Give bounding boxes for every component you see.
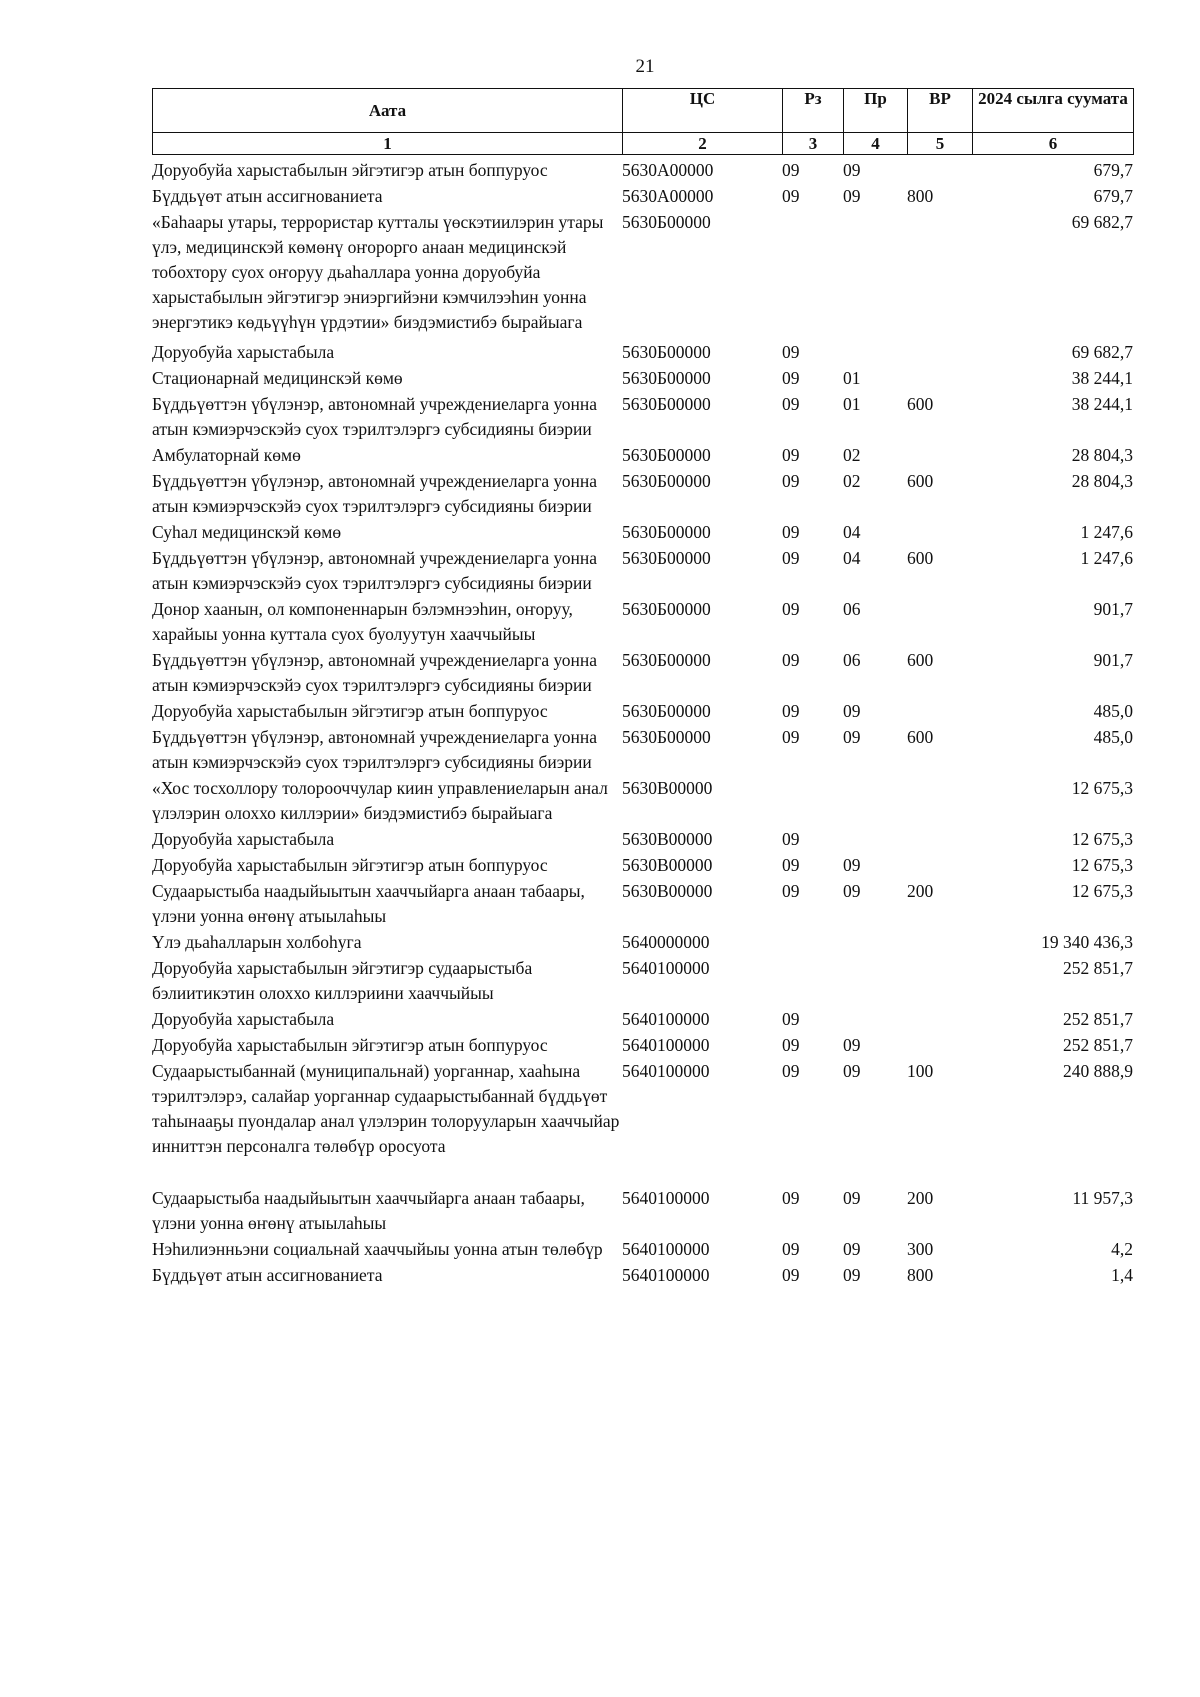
table-row — [152, 366, 1133, 392]
cell-vr — [907, 956, 972, 1007]
cell-amount: 252 851,7 — [1063, 1009, 1133, 1029]
header-num-2: 2 — [623, 133, 783, 155]
cell-pr: 09 — [843, 855, 861, 875]
cell-amount: 11 957,3 — [1072, 1188, 1133, 1208]
cell-pr: 09 — [843, 1265, 861, 1285]
cell-name: Бүддьүөттэн үбүлэнэр, автономнай учреждениеларга уонна атын кэмиэрчэскэйэ суох тэрилтэлэргэ субсидияны биэрии — [152, 727, 598, 772]
header-cs: ЦС — [623, 89, 783, 133]
budget-table-header — [152, 88, 1134, 155]
cell-amount: 38 244,1 — [1071, 368, 1133, 388]
cell-rz: 09 — [782, 522, 800, 542]
header-name: Аата — [153, 89, 623, 133]
cell-vr — [907, 1007, 972, 1033]
cell-rz: 09 — [782, 855, 800, 875]
cell-pr — [843, 340, 907, 366]
cell-name: Доруобуйа харыстабылын эйгэтигэр атын боппуруос — [152, 855, 548, 875]
table-row — [152, 879, 1133, 930]
cell-amount: 69 682,7 — [1071, 212, 1133, 232]
cell-cs: 5640100000 — [622, 1239, 710, 1259]
cell-pr: 09 — [843, 1061, 861, 1081]
cell-amount: 12 675,3 — [1071, 778, 1133, 798]
cell-vr — [907, 210, 972, 340]
cell-cs: 5630В00000 — [622, 829, 713, 849]
table-row — [152, 1263, 1133, 1289]
cell-amount: 1 247,6 — [1080, 548, 1133, 568]
cell-amount: 4,2 — [1111, 1239, 1133, 1259]
cell-amount: 12 675,3 — [1071, 829, 1133, 849]
cell-name: Үлэ дьаһалларын холбоһуга — [152, 932, 362, 952]
cell-cs: 5640100000 — [622, 1265, 710, 1285]
cell-name: Амбулаторнай көмө — [152, 445, 301, 465]
cell-vr: 600 — [907, 548, 934, 568]
cell-cs: 5640100000 — [622, 1188, 710, 1208]
cell-rz: 09 — [782, 548, 800, 568]
cell-cs: 5640100000 — [622, 1035, 710, 1055]
cell-cs: 5630А00000 — [622, 186, 714, 206]
header-num-4: 4 — [844, 133, 908, 155]
cell-vr: 100 — [907, 1061, 934, 1081]
cell-rz: 09 — [782, 599, 800, 619]
cell-name: Стационарнай медицинскэй көмө — [152, 368, 403, 388]
cell-cs: 5630В00000 — [622, 881, 713, 901]
cell-name: Доруобуйа харыстабылын эйгэтигэр судаарыстыба бэлиитикэтин олоххо киллэриини хааччыйыы — [152, 958, 533, 1003]
cell-pr: 01 — [843, 394, 861, 414]
table-row — [152, 597, 1133, 648]
cell-cs: 5630Б00000 — [622, 471, 711, 491]
cell-vr: 200 — [907, 881, 934, 901]
cell-amount: 1,4 — [1111, 1265, 1133, 1285]
cell-pr — [843, 956, 907, 1007]
header-vr: ВР — [908, 89, 973, 133]
cell-rz: 09 — [782, 1188, 800, 1208]
cell-amount: 12 675,3 — [1071, 881, 1133, 901]
cell-pr — [843, 210, 907, 340]
cell-amount: 679,7 — [1093, 186, 1133, 206]
cell-cs: 5630Б00000 — [622, 342, 711, 362]
table-row — [152, 956, 1133, 1007]
cell-name: «Баһаары утары, террористар кутталы үөскэтиилэрин утары үлэ, медицинскэй көмөнү оҥорорго анаан медицинскэй тобохтору суох оҥоруу дьаһаллара уонна доруобуйа харыстабылын эйгэтигэр эниэргийэни кэмчилээһин уонна энергэтикэ көдьүүһүн үрдэтии» биэдэмистибэ бырайыага — [152, 212, 604, 332]
cell-rz: 09 — [782, 650, 800, 670]
cell-pr: 09 — [843, 1188, 861, 1208]
cell-amount: 19 340 436,3 — [1041, 932, 1133, 952]
cell-pr: 09 — [843, 1035, 861, 1055]
table-row — [152, 1059, 1133, 1186]
cell-rz: 09 — [782, 368, 800, 388]
cell-vr: 800 — [907, 1265, 934, 1285]
cell-cs: 5630Б00000 — [622, 522, 711, 542]
cell-cs: 5630Б00000 — [622, 394, 711, 414]
cell-name: Судаарыстыба наадыйыытын хааччыйарга анаан табаары, үлэни уонна өҥөнү атыылаһыы — [152, 1188, 585, 1233]
cell-vr — [907, 776, 972, 827]
cell-pr: 01 — [843, 368, 861, 388]
page-number: 21 — [635, 56, 655, 77]
cell-vr — [907, 340, 972, 366]
cell-cs: 5630Б00000 — [622, 368, 711, 388]
cell-pr: 06 — [843, 650, 861, 670]
cell-rz: 09 — [782, 471, 800, 491]
cell-name: Бүддьүөттэн үбүлэнэр, автономнай учреждениеларга уонна атын кэмиэрчэскэйэ суох тэрилтэлэргэ субсидияны биэрии — [152, 650, 598, 695]
cell-cs: 5630Б00000 — [622, 445, 711, 465]
cell-name: Доруобуйа харыстабылын эйгэтигэр атын боппуруос — [152, 160, 548, 180]
cell-pr: 09 — [843, 160, 861, 180]
cell-vr — [907, 520, 972, 546]
table-row — [152, 469, 1133, 520]
cell-rz: 09 — [782, 1061, 800, 1081]
table-row — [152, 699, 1133, 725]
cell-name: Судаарыстыбаннай (муниципальнай) уорганнар, хааһына тэрилтэлэрэ, салайар уорганнар судаарыстыбаннай бүддьүөт таһынааҕы пуондалар анал үлэлэрин толорууларын хааччыйар инниттэн персоналга төлөбүр оросуота — [152, 1061, 620, 1156]
cell-vr: 600 — [907, 650, 934, 670]
cell-name: Бүддьүөттэн үбүлэнэр, автономнай учреждениеларга уонна атын кэмиэрчэскэйэ суох тэрилтэлэргэ субсидияны биэрии — [152, 548, 598, 593]
cell-rz: 09 — [782, 445, 800, 465]
cell-name: Нэһилиэнньэни социальнай хааччыйыы уонна атын төлөбүр — [152, 1239, 603, 1259]
cell-rz: 09 — [782, 701, 800, 721]
cell-cs: 5630Б00000 — [622, 599, 711, 619]
cell-rz: 09 — [782, 829, 800, 849]
table-row — [152, 930, 1133, 956]
cell-pr: 02 — [843, 471, 861, 491]
cell-amount: 901,7 — [1093, 650, 1133, 670]
table-row — [152, 1237, 1133, 1263]
table-row — [152, 340, 1133, 366]
cell-pr: 06 — [843, 599, 861, 619]
cell-cs: 5630Б00000 — [622, 701, 711, 721]
cell-pr: 09 — [843, 1239, 861, 1259]
cell-name: Суһал медицинскэй көмө — [152, 522, 342, 542]
cell-rz: 09 — [782, 1009, 800, 1029]
cell-name: Бүддьүөттэн үбүлэнэр, автономнай учреждениеларга уонна атын кэмиэрчэскэйэ суох тэрилтэлэргэ субсидияны биэрии — [152, 394, 598, 439]
table-row — [152, 725, 1133, 776]
cell-pr — [843, 776, 907, 827]
cell-amount: 901,7 — [1093, 599, 1133, 619]
cell-vr: 600 — [907, 471, 934, 491]
cell-cs: 5630В00000 — [622, 855, 713, 875]
table-row — [152, 776, 1133, 827]
header-pr: Пр — [844, 89, 908, 133]
cell-pr: 04 — [843, 548, 861, 568]
header-rz: Рз — [783, 89, 844, 133]
cell-pr — [843, 1007, 907, 1033]
table-row — [152, 827, 1133, 853]
cell-vr — [907, 158, 972, 184]
table-row — [152, 1186, 1133, 1237]
header-num-1: 1 — [153, 133, 623, 155]
cell-rz: 09 — [782, 160, 800, 180]
table-row — [152, 392, 1133, 443]
cell-rz: 09 — [782, 186, 800, 206]
cell-pr — [843, 827, 907, 853]
cell-pr: 04 — [843, 522, 861, 542]
cell-amount: 38 244,1 — [1071, 394, 1133, 414]
table-row — [152, 520, 1133, 546]
cell-name: Доруобуйа харыстабылын эйгэтигэр атын боппуруос — [152, 701, 548, 721]
cell-vr — [907, 930, 972, 956]
cell-cs: 5640000000 — [622, 932, 710, 952]
cell-vr — [907, 1033, 972, 1059]
cell-pr: 09 — [843, 186, 861, 206]
cell-vr: 600 — [907, 727, 934, 747]
table-row — [152, 648, 1133, 699]
cell-amount: 69 682,7 — [1071, 342, 1133, 362]
cell-cs: 5640100000 — [622, 958, 710, 978]
cell-pr: 09 — [843, 701, 861, 721]
table-row — [152, 443, 1133, 469]
cell-name: Бүддьүөттэн үбүлэнэр, автономнай учреждениеларга уонна атын кэмиэрчэскэйэ суох тэрилтэлэргэ субсидияны биэрии — [152, 471, 598, 516]
cell-vr — [907, 827, 972, 853]
cell-name: Доруобуйа харыстабыла — [152, 829, 335, 849]
cell-rz: 09 — [782, 394, 800, 414]
cell-pr: 09 — [843, 727, 861, 747]
cell-name: Судаарыстыба наадыйыытын хааччыйарга анаан табаары, үлэни уонна өҥөнү атыылаһыы — [152, 881, 585, 926]
header-num-6: 6 — [973, 133, 1134, 155]
cell-vr — [907, 443, 972, 469]
cell-vr — [907, 597, 972, 648]
cell-amount: 485,0 — [1093, 727, 1133, 747]
table-row — [152, 210, 1133, 340]
cell-cs: 5640100000 — [622, 1061, 710, 1081]
cell-name: Донор хаанын, ол компоненнарын бэлэмнээһин, оҥоруу, харайыы уонна куттала суох буолуутун хааччыйыы — [152, 599, 573, 644]
cell-name: Доруобуйа харыстабылын эйгэтигэр атын боппуруос — [152, 1035, 548, 1055]
cell-cs: 5630А00000 — [622, 160, 714, 180]
table-row — [152, 184, 1133, 210]
cell-amount: 1 247,6 — [1080, 522, 1133, 542]
cell-pr: 09 — [843, 881, 861, 901]
cell-rz — [782, 930, 843, 956]
cell-cs: 5630Б00000 — [622, 650, 711, 670]
table-row — [152, 546, 1133, 597]
table-row — [152, 1033, 1133, 1059]
cell-rz: 09 — [782, 342, 800, 362]
cell-amount: 240 888,9 — [1063, 1061, 1133, 1081]
cell-name: «Хос тосхоллору толорооччулар киин управлениеларын анал үлэлэрин олоххо киллэрии» биэдэмистибэ бырайыага — [152, 778, 608, 823]
cell-cs: 5640100000 — [622, 1009, 710, 1029]
cell-rz — [782, 210, 843, 340]
cell-amount: 485,0 — [1093, 701, 1133, 721]
cell-rz: 09 — [782, 1265, 800, 1285]
cell-amount: 28 804,3 — [1071, 471, 1133, 491]
cell-rz: 09 — [782, 727, 800, 747]
cell-cs: 5630В00000 — [622, 778, 713, 798]
cell-rz — [782, 956, 843, 1007]
cell-name: Бүддьүөт атын ассигнованиета — [152, 186, 383, 206]
cell-cs: 5630Б00000 — [622, 548, 711, 568]
cell-amount: 252 851,7 — [1063, 1035, 1133, 1055]
cell-cs: 5630Б00000 — [622, 212, 711, 232]
cell-vr: 200 — [907, 1188, 934, 1208]
cell-amount: 28 804,3 — [1071, 445, 1133, 465]
cell-name: Бүддьүөт атын ассигнованиета — [152, 1265, 383, 1285]
header-num-3: 3 — [783, 133, 844, 155]
table-row — [152, 1007, 1133, 1033]
header-amount: 2024 сылга суумата — [973, 89, 1134, 133]
header-num-5: 5 — [908, 133, 973, 155]
table-row — [152, 158, 1133, 184]
cell-amount: 252 851,7 — [1063, 958, 1133, 978]
cell-vr — [907, 853, 972, 879]
cell-rz: 09 — [782, 1239, 800, 1259]
cell-vr: 800 — [907, 186, 934, 206]
table-row — [152, 853, 1133, 879]
cell-vr — [907, 699, 972, 725]
cell-pr — [843, 930, 907, 956]
cell-name: Доруобуйа харыстабыла — [152, 342, 335, 362]
cell-rz — [782, 776, 843, 827]
budget-table-body — [152, 158, 1133, 1289]
cell-vr: 300 — [907, 1239, 934, 1259]
cell-amount: 12 675,3 — [1071, 855, 1133, 875]
cell-name: Доруобуйа харыстабыла — [152, 1009, 335, 1029]
cell-vr — [907, 366, 972, 392]
cell-pr: 02 — [843, 445, 861, 465]
cell-rz: 09 — [782, 881, 800, 901]
cell-cs: 5630Б00000 — [622, 727, 711, 747]
cell-amount: 679,7 — [1093, 160, 1133, 180]
cell-rz: 09 — [782, 1035, 800, 1055]
cell-vr: 600 — [907, 394, 934, 414]
